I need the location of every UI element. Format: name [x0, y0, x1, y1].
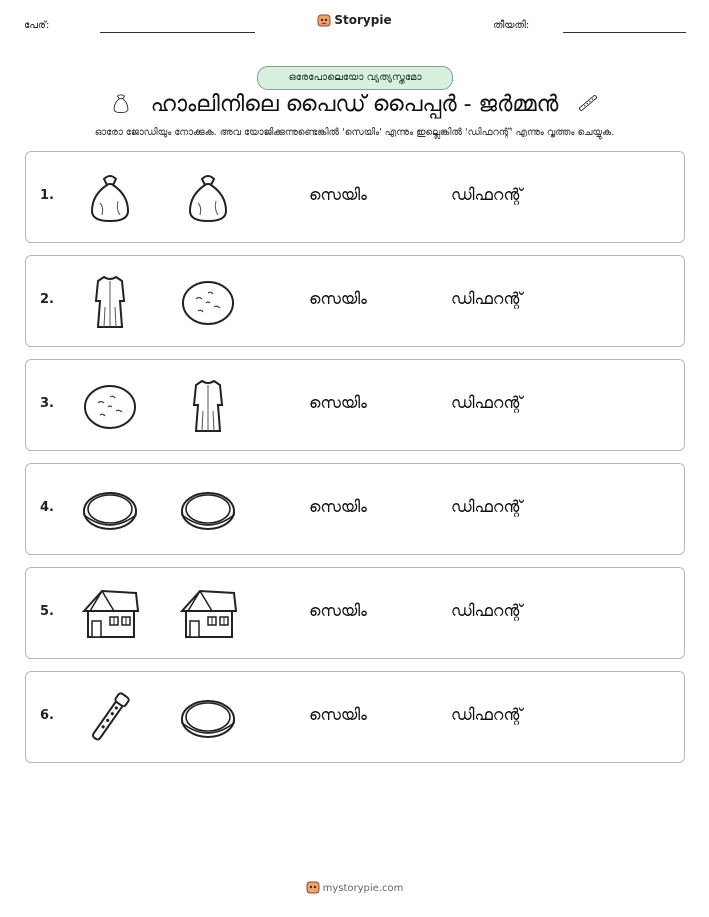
different-option[interactable]: ഡിഫറന്റ് [451, 185, 523, 204]
date-line[interactable] [563, 32, 686, 33]
sack-icon [108, 90, 134, 116]
question-row [25, 359, 685, 451]
same-option[interactable]: സെയിം [309, 705, 367, 724]
storypie-logo-icon [317, 13, 331, 27]
worksheet-title-row [0, 90, 709, 120]
page-title: ഹാംലിനിലെ പൈഡ് പൈപ്പർ - ജർമ്മൻ [150, 92, 559, 117]
bread-icon [80, 375, 140, 435]
question-row [25, 567, 685, 659]
same-option[interactable]: സെയിം [309, 289, 367, 308]
date-label: തീയതി: [493, 20, 530, 31]
different-option[interactable]: ഡിഫറന്റ് [451, 289, 523, 308]
robe-icon [80, 271, 140, 331]
question-number: 2. [40, 292, 54, 307]
footer-url[interactable]: mystorypie.com [322, 883, 404, 894]
robe-icon [178, 375, 238, 435]
same-option[interactable]: സെയിം [309, 185, 367, 204]
instructions: ഓരോ ജോഡിയും നോക്കുക. അവ യോജിക്കുന്നുണ്ടെങ്കിൽ 'സെയിം' എന്നും ഇല്ലെങ്കിൽ 'ഡിഫറന്റ്' എന്നും വൃത്തം ചെയ്യുക. [94, 127, 615, 138]
same-option[interactable]: സെയിം [309, 601, 367, 620]
different-option[interactable]: ഡിഫറന്റ് [451, 497, 523, 516]
flute-icon [575, 90, 601, 116]
cottage-icon [178, 583, 238, 643]
question-number: 3. [40, 396, 54, 411]
sack-icon [178, 167, 238, 227]
coin-icon [178, 687, 238, 747]
cottage-icon [80, 583, 140, 643]
storypie-logo-icon [306, 880, 320, 894]
question-number: 6. [40, 708, 54, 723]
question-number: 4. [40, 500, 54, 515]
worksheet-type-badge: ഒരേപോലെയോ വ്യത്യസ്തമോ [257, 66, 453, 90]
coin-icon [178, 479, 238, 539]
name-line[interactable] [100, 32, 255, 33]
question-row [25, 671, 685, 763]
same-option[interactable]: സെയിം [309, 393, 367, 412]
question-number: 1. [40, 188, 54, 203]
different-option[interactable]: ഡിഫറന്റ് [451, 705, 523, 724]
question-row [25, 151, 685, 243]
coin-icon [80, 479, 140, 539]
footer [0, 880, 709, 894]
brand-name: Storypie [334, 13, 392, 27]
sack-icon [80, 167, 140, 227]
different-option[interactable]: ഡിഫറന്റ് [451, 601, 523, 620]
bread-icon [178, 271, 238, 331]
different-option[interactable]: ഡിഫറന്റ് [451, 393, 523, 412]
brand [0, 13, 709, 27]
question-row [25, 463, 685, 555]
question-row [25, 255, 685, 347]
name-label: പേര്: [24, 20, 50, 31]
same-option[interactable]: സെയിം [309, 497, 367, 516]
flute-icon [80, 687, 140, 747]
question-number: 5. [40, 604, 54, 619]
